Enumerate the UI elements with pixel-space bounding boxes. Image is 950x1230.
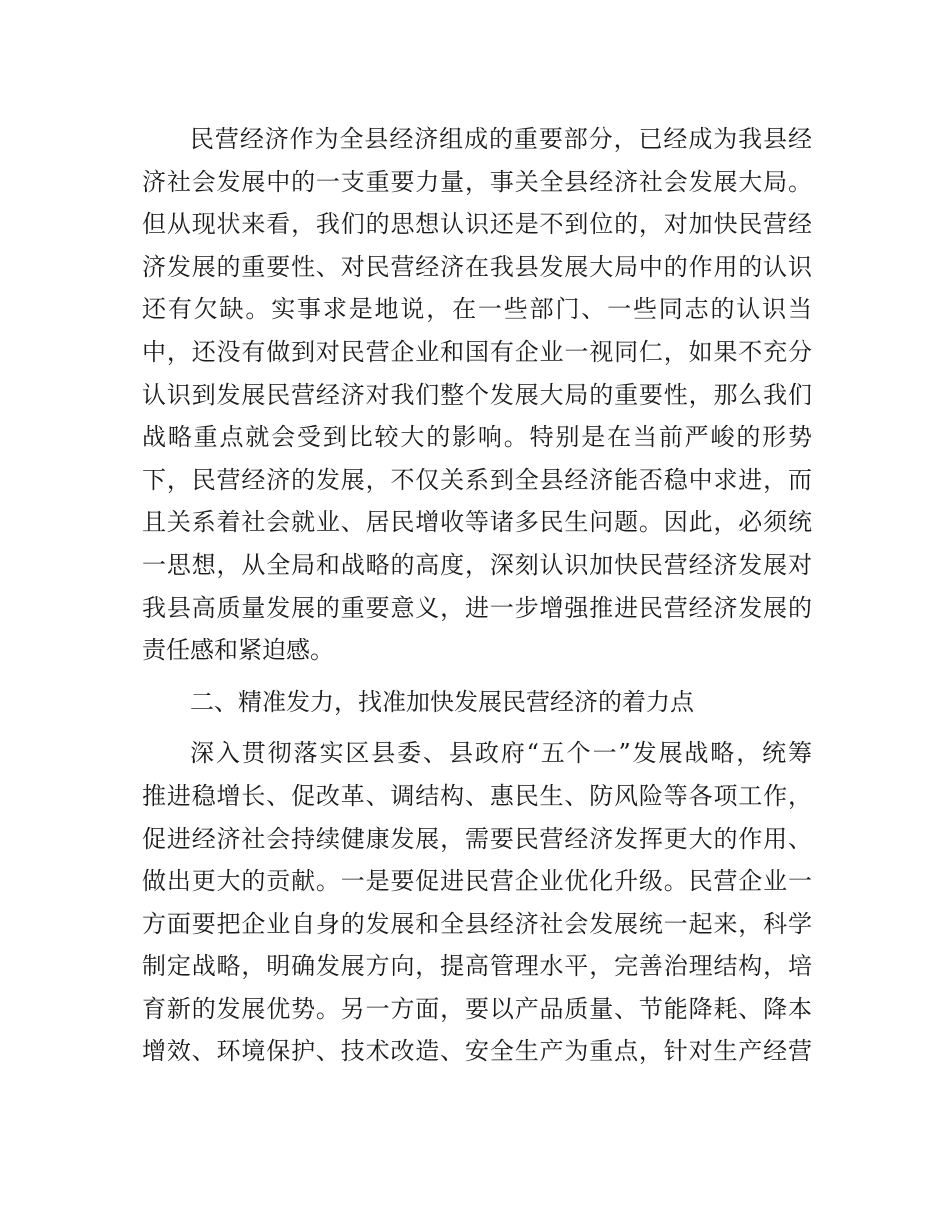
paragraph-spacer: [142, 723, 812, 732]
document-body: [142, 118, 812, 1073]
text-line: 深入贯彻落实区县委、县政府“五个一”发展战略，统筹: [190, 739, 812, 768]
paragraph-1: [142, 118, 812, 672]
text-line: 下，民营经济的发展，不仅关系到全县经济能否稳中求进，而: [142, 465, 812, 494]
text-line: 促进经济社会持续健康发展，需要民营经济发挥更大的作用、: [142, 824, 812, 853]
text-line: 认识到发展民营经济对我们整个发展大局的重要性，那么我们: [142, 380, 812, 409]
heading-text: 二、精准发力，找准加快发展民营经济的着力点: [190, 687, 694, 716]
paragraph-spacer: [142, 672, 812, 681]
text-line: 还有欠缺。实事求是地说，在一些部门、一些同志的认识当: [142, 295, 812, 324]
text-line: 育新的发展优势。另一方面，要以产品质量、节能降耗、降本: [142, 994, 812, 1023]
text-line: 中，还没有做到对民营企业和国有企业一视同仁，如果不充分: [142, 337, 812, 366]
text-line: 做出更大的贡献。一是要促进民营企业优化升级。民营企业一: [142, 867, 812, 896]
text-line: 制定战略，明确发展方向，提高管理水平，完善治理结构，培: [142, 952, 812, 981]
text-line: 我县高质量发展的重要意义，进一步增强推进民营经济发展的: [142, 593, 812, 622]
text-line: 且关系着社会就业、居民增收等诸多民生问题。因此，必须统: [142, 508, 812, 537]
text-line: 一思想，从全局和战略的高度，深刻认识加快民营经济发展对: [142, 550, 812, 579]
text-line: 增效、环境保护、技术改造、安全生产为重点，针对生产经营: [142, 1037, 812, 1066]
text-line: 方面要把企业自身的发展和全县经济社会发展统一起来，科学: [142, 909, 812, 938]
text-line: 济发展的重要性、对民营经济在我县发展大局中的作用的认识: [142, 252, 812, 281]
text-line: 推进稳增长、促改革、调结构、惠民生、防风险等各项工作，: [142, 781, 812, 810]
section-heading: [142, 681, 812, 724]
text-line: 但从现状来看，我们的思想认识还是不到位的，对加快民营经: [142, 210, 812, 239]
text-line: 战略重点就会受到比较大的影响。特别是在当前严峻的形势: [142, 423, 812, 452]
text-line: 济社会发展中的一支重要力量，事关全县经济社会发展大局。: [142, 167, 812, 196]
text-line: 责任感和紧迫感。: [142, 636, 334, 665]
text-line: 民营经济作为全县经济组成的重要部分，已经成为我县经: [190, 125, 812, 153]
paragraph-2: [142, 732, 812, 1073]
